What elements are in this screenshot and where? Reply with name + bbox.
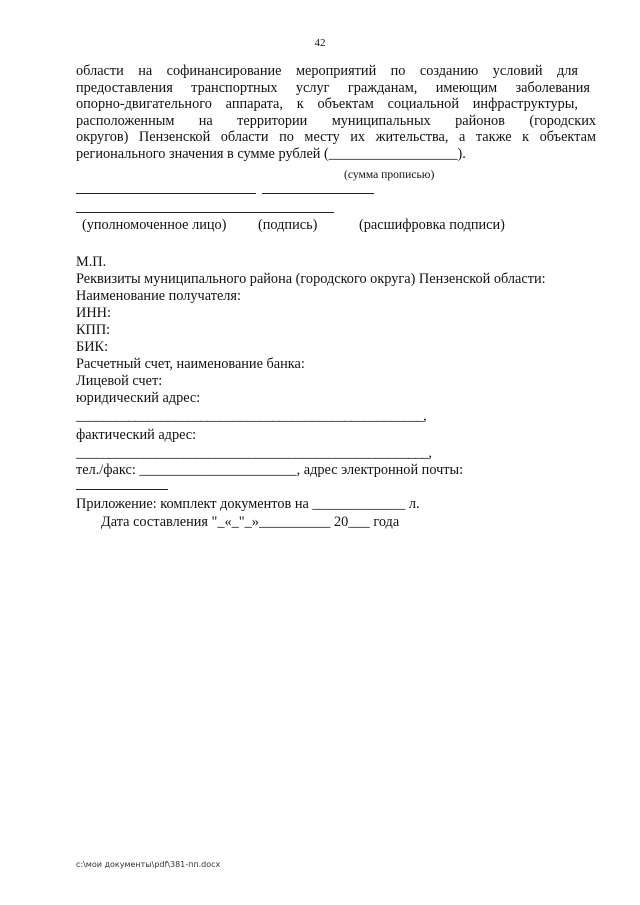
date-compiled-line: Дата составления "_«_"_»__________ 20___ года bbox=[101, 514, 400, 530]
paragraph-line-2: предоставления транспортных услуг гражданам, имеющим заболевания bbox=[76, 79, 590, 96]
paragraph-line-3: опорно-двигательного аппарата, к объектам социальной инфраструктуры, bbox=[76, 96, 578, 113]
bik-label: БИК: bbox=[76, 339, 109, 355]
kpp-label: КПП: bbox=[76, 322, 111, 338]
personal-account-label: Лицевой счет: bbox=[76, 373, 163, 389]
stamp-label: М.П. bbox=[76, 254, 107, 270]
separator-line bbox=[76, 489, 168, 490]
signature-label: (подпись) bbox=[258, 217, 318, 233]
phone-fax-email-line: тел./факс: ______________________, адрес электронной почты: bbox=[76, 462, 464, 478]
paragraph-line-6: регионального значения в сумме рублей (__________________). bbox=[76, 145, 466, 162]
footer-file-path: c:\мои документы\pdf\381-пп.docx bbox=[76, 860, 221, 869]
legal-address-label: юридический адрес: bbox=[76, 390, 201, 406]
signature-line-decoding bbox=[76, 212, 334, 213]
actual-address-line: _____________________________________________________, bbox=[76, 445, 432, 461]
signature-line-sign bbox=[262, 193, 374, 194]
main-paragraph bbox=[76, 63, 596, 163]
paragraph-line-5: округов) Пензенской области по месту их жительства, а также к объектам bbox=[76, 129, 596, 146]
paragraph-line-1: области на софинансирование мероприятий по созданию условий для bbox=[76, 63, 578, 79]
legal-address-line: _____________________________________________________, bbox=[76, 408, 427, 424]
signature-line-authorized bbox=[76, 193, 256, 194]
amount-in-words-note: (сумма прописью) bbox=[344, 168, 435, 181]
actual-address-label: фактический адрес: bbox=[76, 427, 197, 443]
attachment-line: Приложение: комплект документов на _____________ л. bbox=[76, 496, 420, 512]
account-bank-label: Расчетный счет, наименование банка: bbox=[76, 356, 305, 372]
recipient-name-label: Наименование получателя: bbox=[76, 288, 241, 304]
paragraph-line-4: расположенным на территории муниципальных районов (городских bbox=[76, 112, 596, 129]
inn-label: ИНН: bbox=[76, 305, 111, 321]
signature-decoding-label: (расшифровка подписи) bbox=[359, 217, 505, 233]
requisites-heading: Реквизиты муниципального района (городского округа) Пензенской области: bbox=[76, 271, 546, 287]
page-number: 42 bbox=[314, 37, 326, 49]
authorized-person-label: (уполномоченное лицо) bbox=[82, 217, 227, 233]
